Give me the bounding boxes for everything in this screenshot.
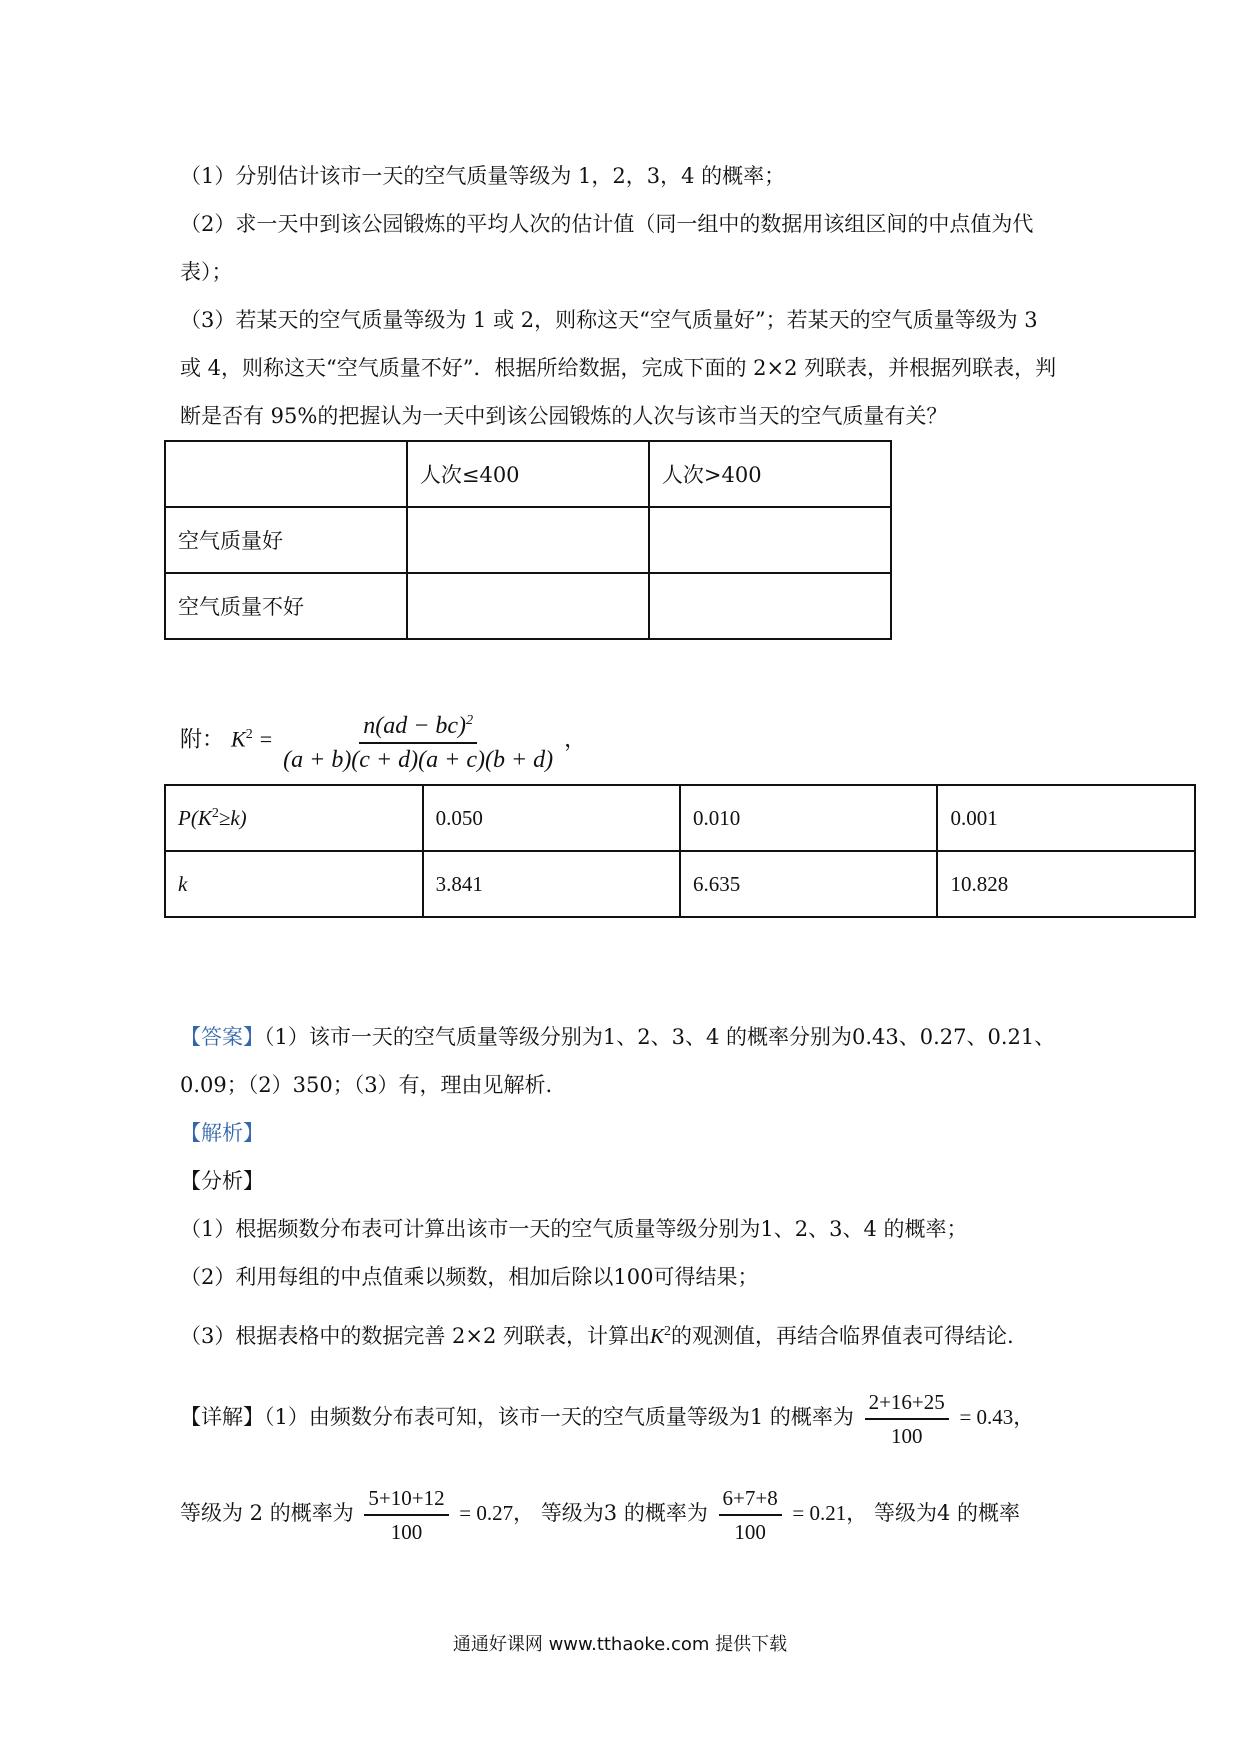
critical-row-label: k bbox=[165, 851, 423, 917]
formula-lhs: K bbox=[231, 726, 246, 752]
formula-numerator-exponent: 2 bbox=[466, 712, 474, 728]
question-3-line-3: 断是否有 95%的把握认为一天中到该公园锻炼的人次与该市当天的空气质量有关？ bbox=[180, 404, 948, 428]
critical-cell: 0.050 bbox=[423, 785, 680, 851]
critical-cell: 3.841 bbox=[423, 851, 680, 917]
answer-text: （1）该市一天的空气质量等级分别为1、2、3、4 的概率分别为0.43、0.27、0.21、 bbox=[264, 1025, 1056, 1049]
formula-lhs-exponent: 2 bbox=[245, 727, 253, 742]
question-3-line-1: （3）若某天的空气质量等级为 1 或 2，则称这天“空气质量好”；若某天的空气质量等级为 3 bbox=[180, 308, 1038, 332]
question-3-line-2: 或 4，则称这天“空气质量不好”．根据所给数据，完成下面的 2×2 列联表，并根据列联表，判 bbox=[180, 356, 1057, 380]
table-header-cell bbox=[165, 441, 407, 507]
critical-row-label: $P(K^2\ge k)$ bbox=[165, 785, 423, 851]
table-cell bbox=[407, 573, 649, 639]
analysis-point-1: （1）根据频数分布表可计算出该市一天的空气质量等级分别为1、2、3、4 的概率； bbox=[180, 1217, 968, 1241]
answer-line-1 bbox=[180, 1023, 1055, 1051]
k-squared-formula bbox=[180, 700, 586, 775]
table-row-label: 空气质量不好 bbox=[165, 573, 407, 639]
question-2-line-2: 表）； bbox=[180, 260, 233, 284]
formula-prefix: 附： bbox=[180, 727, 225, 753]
critical-cell: 0.001 bbox=[937, 785, 1195, 851]
analysis-point-3: （3）根据表格中的数据完善 2×2 列联表，计算出$K^2$的观测值，再结合临界值表可得结论. bbox=[180, 1324, 1014, 1348]
table-cell bbox=[407, 507, 649, 573]
formula-fraction bbox=[283, 707, 553, 774]
question-2-line-1: （2）求一天中到该公园锻炼的平均人次的估计值（同一组中的数据用该组区间的中点值为代 bbox=[180, 212, 1034, 236]
analysis-tag: 【解析】 bbox=[180, 1121, 264, 1145]
formula-suffix: ， bbox=[564, 727, 587, 753]
detail-tag: 【详解】 bbox=[180, 1405, 264, 1429]
question-1: （1）分别估计该市一天的空气质量等级为 1，2，3，4 的概率； bbox=[180, 164, 786, 188]
detail-line-1: 【详解】（1）由频数分布表可知，该市一天的空气质量等级为1 的概率为 $\frac{2+16+25}{100}$ = 0.43， bbox=[180, 1389, 1035, 1448]
critical-cell: 10.828 bbox=[937, 851, 1195, 917]
fraction-3: $\frac{6+7+8}{100}$ bbox=[719, 1484, 782, 1546]
page-footer: 通通好课网 www.tthaoke.com 提供下载 bbox=[452, 1634, 788, 1655]
answer-line-2: 0.09；（2）350；（3）有，理由见解析. bbox=[180, 1073, 553, 1097]
critical-value-table bbox=[164, 784, 1196, 918]
formula-equals: = bbox=[259, 726, 273, 752]
fraction-1: $\frac{2+16+25}{100}$ bbox=[865, 1388, 949, 1450]
table-cell bbox=[649, 507, 891, 573]
formula-numerator: n(ad − bc) bbox=[363, 712, 467, 739]
critical-cell: 0.010 bbox=[680, 785, 937, 851]
answer-tag: 【答案】 bbox=[180, 1025, 264, 1049]
contingency-table bbox=[164, 440, 892, 640]
detail-line-2: 等级为 2 的概率为 $\frac{5+10+12}{100}$ = 0.27， 等级为3 的概率为 $\frac{6+7+8}{100}$ = 0.21， 等级为4 的概率 bbox=[180, 1485, 1020, 1544]
critical-cell: 6.635 bbox=[680, 851, 937, 917]
table-header-cell: 人次≤400 bbox=[407, 441, 649, 507]
fraction-2: $\frac{5+10+12}{100}$ bbox=[364, 1484, 448, 1546]
table-header-cell: 人次>400 bbox=[649, 441, 891, 507]
formula-denominator: (a + b)(c + d)(a + c)(b + d) bbox=[283, 746, 554, 773]
table-row-label: 空气质量好 bbox=[165, 507, 407, 573]
table-cell bbox=[649, 573, 891, 639]
analysis-point-2: （2）利用每组的中点值乘以频数，相加后除以100可得结果； bbox=[180, 1265, 759, 1289]
analysis-subtag: 【分析】 bbox=[180, 1169, 264, 1193]
